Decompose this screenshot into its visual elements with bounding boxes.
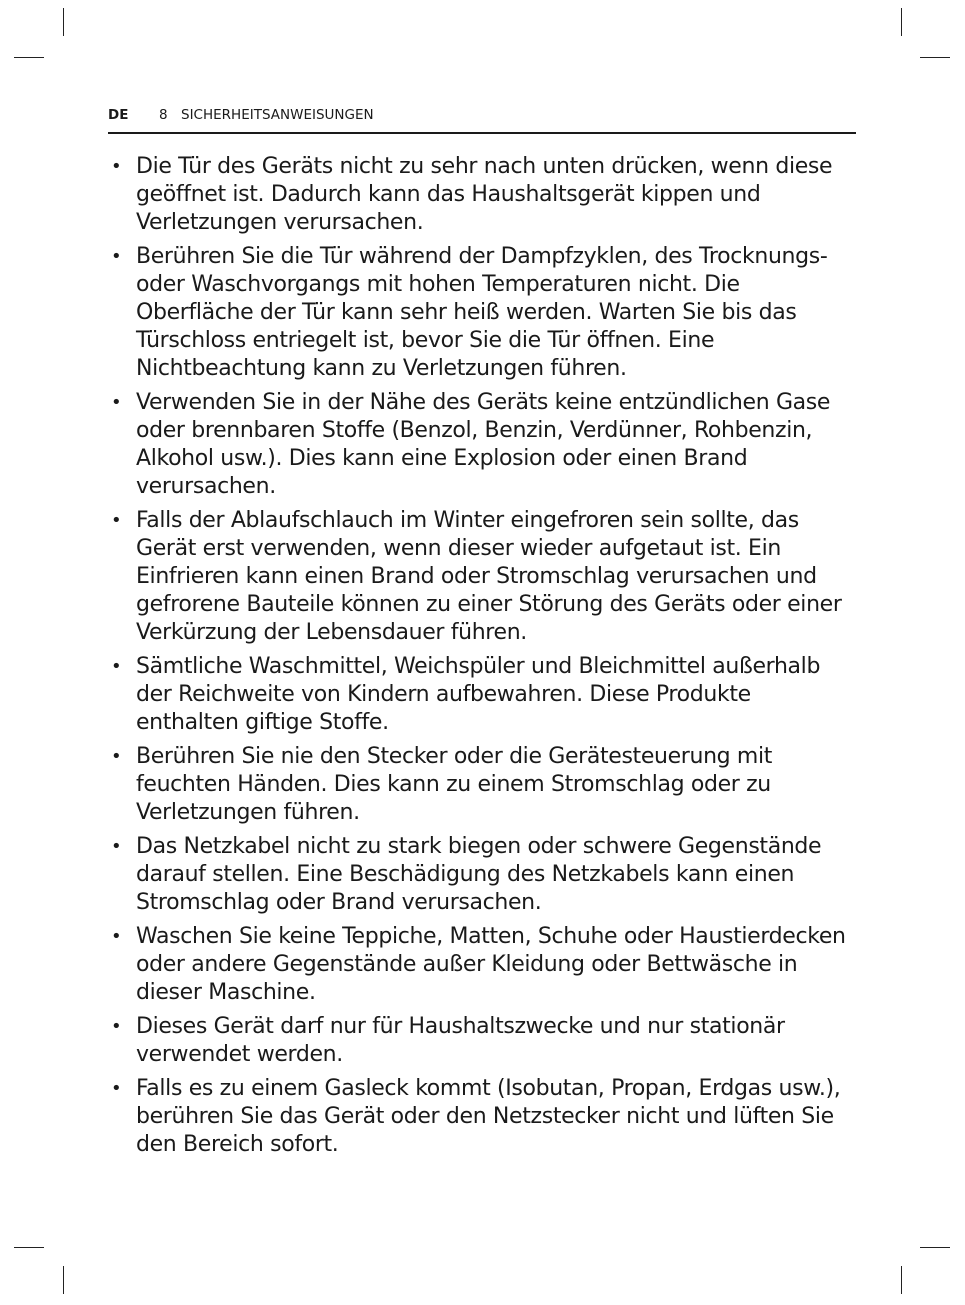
list-item bbox=[108, 833, 860, 917]
bullet-icon: • bbox=[111, 246, 122, 267]
list-item-text: Sämtliche Waschmittel, Weichspüler und Bleichmittel außerhalb der Reichweite von Kindern aufbewahren. Diese Produkte enthalten giftige Stoffe. bbox=[136, 654, 821, 735]
list-item-text: Dieses Gerät darf nur für Haushaltszwecke und nur stationär verwendet werden. bbox=[136, 1014, 785, 1067]
crop-mark-top-left-vertical bbox=[63, 8, 64, 36]
crop-mark-top-left-horizontal bbox=[14, 57, 44, 58]
bullet-icon: • bbox=[111, 836, 122, 857]
bullet-icon: • bbox=[111, 392, 122, 413]
list-item-text: Waschen Sie keine Teppiche, Matten, Schuhe oder Haustierdecken oder andere Gegenstände außer Kleidung oder Bettwäsche in dieser Maschine. bbox=[136, 924, 846, 1005]
list-item-text: Falls der Ablaufschlauch im Winter eingefroren sein sollte, das Gerät erst verwenden, wenn dieser wieder aufgetaut ist. Ein Einfrieren kann einen Brand oder Stromschlag verursachen und gefrorene Bauteile können zu einer Störung des Geräts oder einer Verkürzung der Lebensdauer führen. bbox=[136, 508, 842, 645]
bullet-icon: • bbox=[111, 1078, 122, 1099]
crop-mark-bottom-right-vertical bbox=[901, 1266, 902, 1294]
list-item-text: Verwenden Sie in der Nähe des Geräts keine entzündlichen Gase oder brennbaren Stoffe (Benzol, Benzin, Verdünner, Rohbenzin, Alkohol usw.). Dies kann eine Explosion oder einen Brand verursachen. bbox=[136, 390, 831, 499]
list-item bbox=[108, 153, 860, 237]
bullet-icon: • bbox=[111, 746, 122, 767]
section-title: SICHERHEITSANWEISUNGEN bbox=[181, 107, 374, 123]
bullet-icon: • bbox=[111, 156, 122, 177]
crop-mark-bottom-right-horizontal bbox=[920, 1247, 950, 1248]
bullet-icon: • bbox=[111, 656, 122, 677]
list-item bbox=[108, 653, 860, 737]
list-item-text: Berühren Sie die Tür während der Dampfzyklen, des Trocknungs- oder Waschvorgangs mit hohen Temperaturen nicht. Die Oberfläche der Tür kann sehr heiß werden. Warten Sie bis das Türschloss entriegelt ist, bevor Sie die Tür öffnen. Eine Nichtbeachtung kann zu Verletzungen führen. bbox=[136, 244, 828, 381]
list-item bbox=[108, 507, 860, 647]
crop-mark-top-right-vertical bbox=[901, 8, 902, 36]
list-item bbox=[108, 923, 860, 1007]
bullet-icon: • bbox=[111, 926, 122, 947]
list-item-text: Berühren Sie nie den Stecker oder die Gerätesteuerung mit feuchten Händen. Dies kann zu einem Stromschlag oder zu Verletzungen führen. bbox=[136, 744, 773, 825]
list-item bbox=[108, 243, 860, 383]
crop-mark-bottom-left-horizontal bbox=[14, 1247, 44, 1248]
list-item bbox=[108, 1013, 860, 1069]
bullet-icon: • bbox=[111, 1016, 122, 1037]
list-item-text: Das Netzkabel nicht zu stark biegen oder schwere Gegenstände darauf stellen. Eine Beschädigung des Netzkabels kann einen Stromschlag oder Brand verursachen. bbox=[136, 834, 822, 915]
language-code: DE bbox=[108, 107, 129, 123]
list-item-text: Die Tür des Geräts nicht zu sehr nach unten drücken, wenn diese geöffnet ist. Dadurch kann das Haushaltsgerät kippen und Verletzungen verursachen. bbox=[136, 154, 833, 235]
crop-mark-top-right-horizontal bbox=[920, 57, 950, 58]
list-item bbox=[108, 743, 860, 827]
page-number: 8 bbox=[159, 107, 168, 123]
page-header bbox=[108, 106, 856, 134]
safety-instructions-list bbox=[108, 153, 860, 1165]
list-item bbox=[108, 389, 860, 501]
list-item-text: Falls es zu einem Gasleck kommt (Isobutan, Propan, Erdgas usw.), berühren Sie das Gerät oder den Netzstecker nicht und lüften Sie den Bereich sofort. bbox=[136, 1076, 841, 1157]
crop-mark-bottom-left-vertical bbox=[63, 1266, 64, 1294]
bullet-icon: • bbox=[111, 510, 122, 531]
list-item bbox=[108, 1075, 860, 1159]
